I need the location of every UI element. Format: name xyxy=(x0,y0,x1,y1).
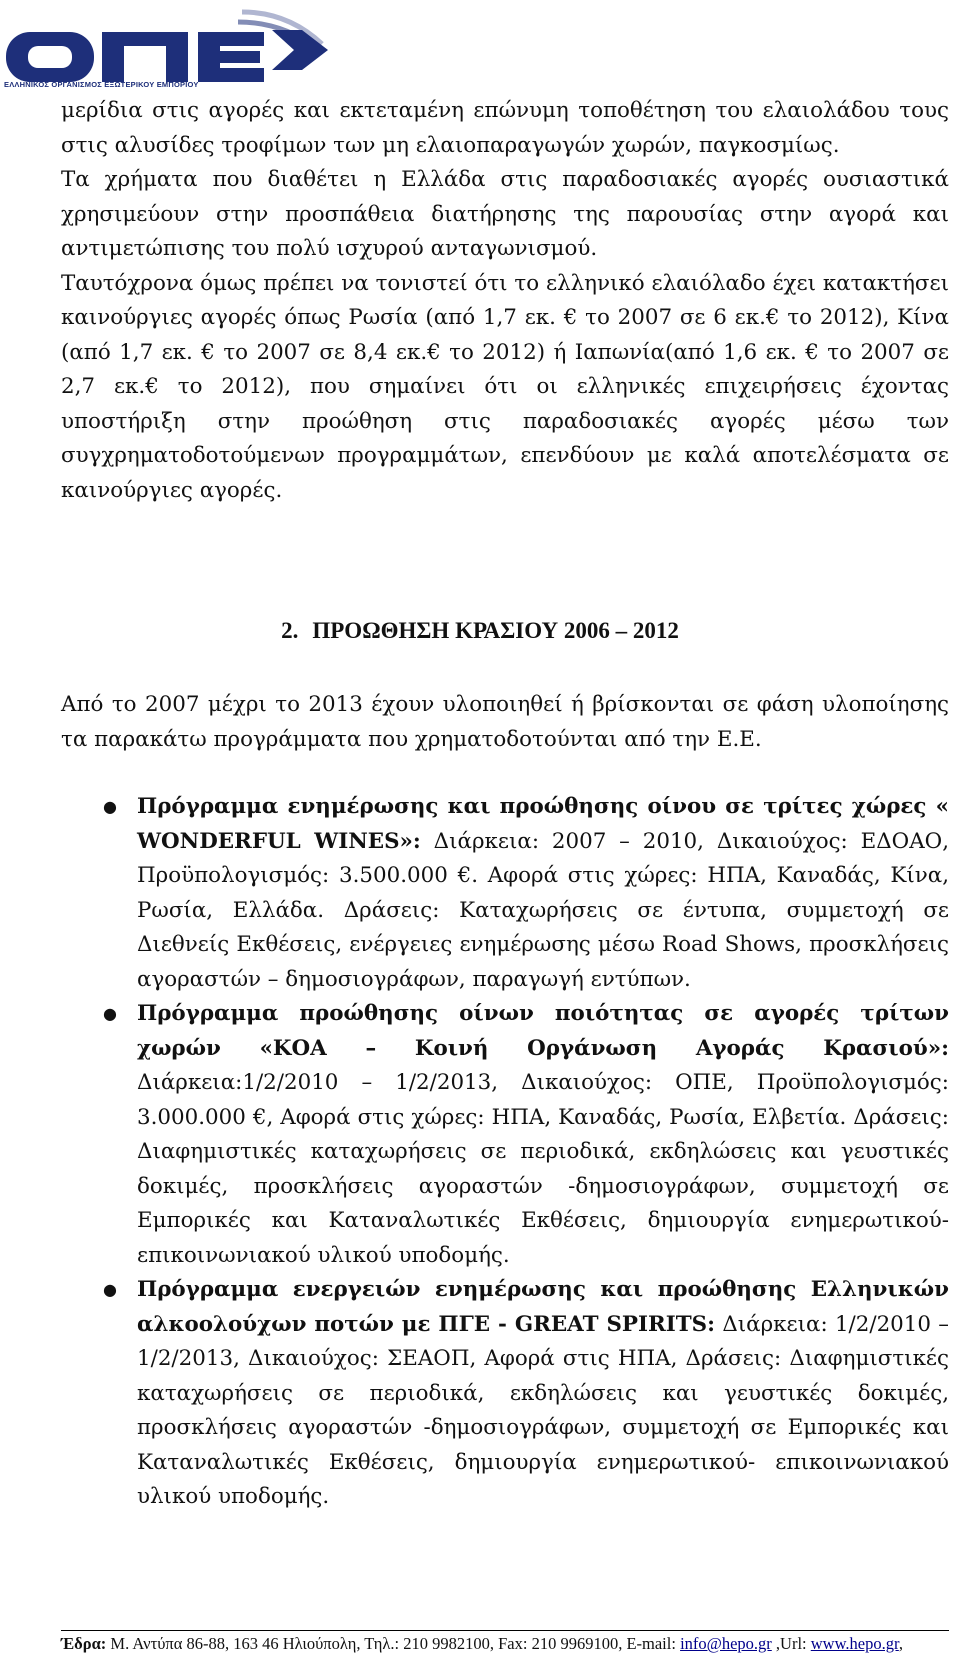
list-item xyxy=(61,790,949,997)
program-title: Πρόγραμμα ενεργειών ενημέρωσης και προώθησης Ελληνικών αλκοολούχων ποτών με ΠΓΕ - GREAT SPIRITS: xyxy=(137,1277,949,1337)
bullet-icon: ● xyxy=(103,1004,117,1023)
footer-address: Μ. Αντύπα 86-88, 163 46 Ηλιούπολη, Τηλ.: 210 9982100, Fax: 210 9969100, E-mail: xyxy=(106,1634,681,1653)
bullet-icon: ● xyxy=(103,1280,117,1299)
footer xyxy=(61,1634,960,1654)
intro-paragraph-2: Τα χρήματα που διαθέτει η Ελλάδα στις παραδοσιακές αγορές ουσιαστικά χρησιμεύουν στην προσπάθεια διατήρησης της παρουσίας στην αγορά και αντιμετώπισης του πολύ ισχυρού ανταγωνισμού. xyxy=(61,167,949,261)
footer-url-label: ,Url: xyxy=(771,1634,811,1653)
list-item xyxy=(61,997,949,1273)
intro-paragraph-1: μερίδια στις αγορές και εκτεταμένη επώνυμη τοποθέτηση του ελαιολάδου τους στις αλυσίδες τροφίμων των μη ελαιοπαραγωγών χωρών, παγκοσμίως. xyxy=(61,98,949,158)
footer-label: Έδρα: xyxy=(61,1634,107,1653)
section-intro xyxy=(61,688,949,757)
email-link[interactable]: info@hepo.gr xyxy=(680,1634,772,1653)
bullet-icon: ● xyxy=(103,797,117,816)
program-title: Πρόγραμμα προώθησης οίνων ποιότητας σε αγορές τρίτων χωρών «ΚΟΑ – Κοινή Οργάνωση Αγοράς Κρασιού»: xyxy=(137,1001,949,1061)
intro-text xyxy=(61,94,949,508)
logo-subtitle: ΕΛΛΗΝΙΚΟΣ ΟΡΓΑΝΙΣΜΟΣ ΕΞΩΤΕΡΙΚΟΥ ΕΜΠΟΡΙΟΥ xyxy=(4,80,199,89)
section-title: ΠΡΟΩΘΗΣΗ ΚΡΑΣΙΟΥ 2006 – 2012 xyxy=(312,618,679,643)
footer-divider xyxy=(61,1630,949,1631)
intro-paragraph-3: Ταυτόχρονα όμως πρέπει να τονιστεί ότι το ελληνικό ελαιόλαδο έχει κατακτήσει καινούργιες αγορές όπως Ρωσία (από 1,7 εκ. € το 2007 σε 6 εκ.€ το 2012), Κίνα (από 1,7 εκ. € το 2007 σε 8,4 εκ.€ το 2012) ή Ιαπωνία(από 1,6 εκ. € το 2007 σε 2,7 εκ.€ το 2012), που σημαίνει ότι οι ελληνικές επιχειρήσεις έχοντας υποστήριξη στην προώθηση στις παραδοσιακές αγορές μέσω των συγχρηματοδοτούμενων προγραμμάτων, επενδύουν με καλά αποτελέσματα σε καινούργιες αγορές. xyxy=(61,270,949,503)
programs-list xyxy=(61,790,949,1515)
program-details: Διάρκεια:1/2/2010 – 1/2/2013, Δικαιούχος: ΟΠΕ, Προϋπολογισμός: 3.000.000 €, Αφορά στις χώρες: ΗΠΑ, Καναδάς, Ρωσία, Ελβετία. Δράσεις: Διαφημιστικές καταχωρήσεις σε περιοδικά, εκδηλώσεις και γευστικές δοκιμές, προσκλήσεις αγοραστών -δημοσιογράφων, συμμετοχή σε Εμπορικές και Καταναλωτικές Εκθέσεις, δημιουργία ενημερωτικού- επικοινωνιακού υλικού υποδομής. xyxy=(137,1070,949,1268)
program-details: Διάρκεια: 1/2/2010 – 1/2/2013, Δικαιούχος: ΣΕΑΟΠ, Αφορά στις ΗΠΑ, Δράσεις: Διαφημιστικές καταχωρήσεις σε περιοδικά, εκδηλώσεις και γευστικές δοκιμές, προσκλήσεις αγοραστών -δημοσιογράφων, συμμετοχή σε Εμπορικές και Καταναλωτικές Εκθέσεις, δημιουργία ενημερωτικού- επικοινωνιακού υλικού υποδομής. xyxy=(137,1311,949,1509)
website-link[interactable]: www.hepo.gr xyxy=(810,1634,899,1653)
program-details: Διάρκεια: 2007 – 2010, Δικαιούχος: ΕΔΟΑΟ, Προϋπολογισμός: 3.500.000 €. Αφορά στις χώρες: ΗΠΑ, Καναδάς, Κίνα, Ρωσία, Ελλάδα. Δράσεις: Καταχωρήσεις σε έντυπα, συμμετοχή σε Διεθνείς Εκθέσεις, ενέργειες ενημέρωσης μέσω Road Shows, προσκλήσεις αγοραστών – δημοσιογράφων, παραγωγή εντύπων. xyxy=(137,828,950,992)
list-item xyxy=(61,1273,949,1515)
section-heading xyxy=(0,618,960,644)
footer-trail: , xyxy=(898,1634,903,1653)
section-intro-paragraph: Από το 2007 μέχρι το 2013 έχουν υλοποιηθεί ή βρίσκονται σε φάση υλοποίησης τα παρακάτω προγράμματα που χρηματοδοτούνται από την Ε.Ε. xyxy=(61,692,949,752)
program-title: Πρόγραμμα ενημέρωσης και προώθησης οίνου σε τρίτες χώρες « WONDERFUL WINES»: xyxy=(137,794,949,854)
section-number: 2. xyxy=(281,618,299,643)
